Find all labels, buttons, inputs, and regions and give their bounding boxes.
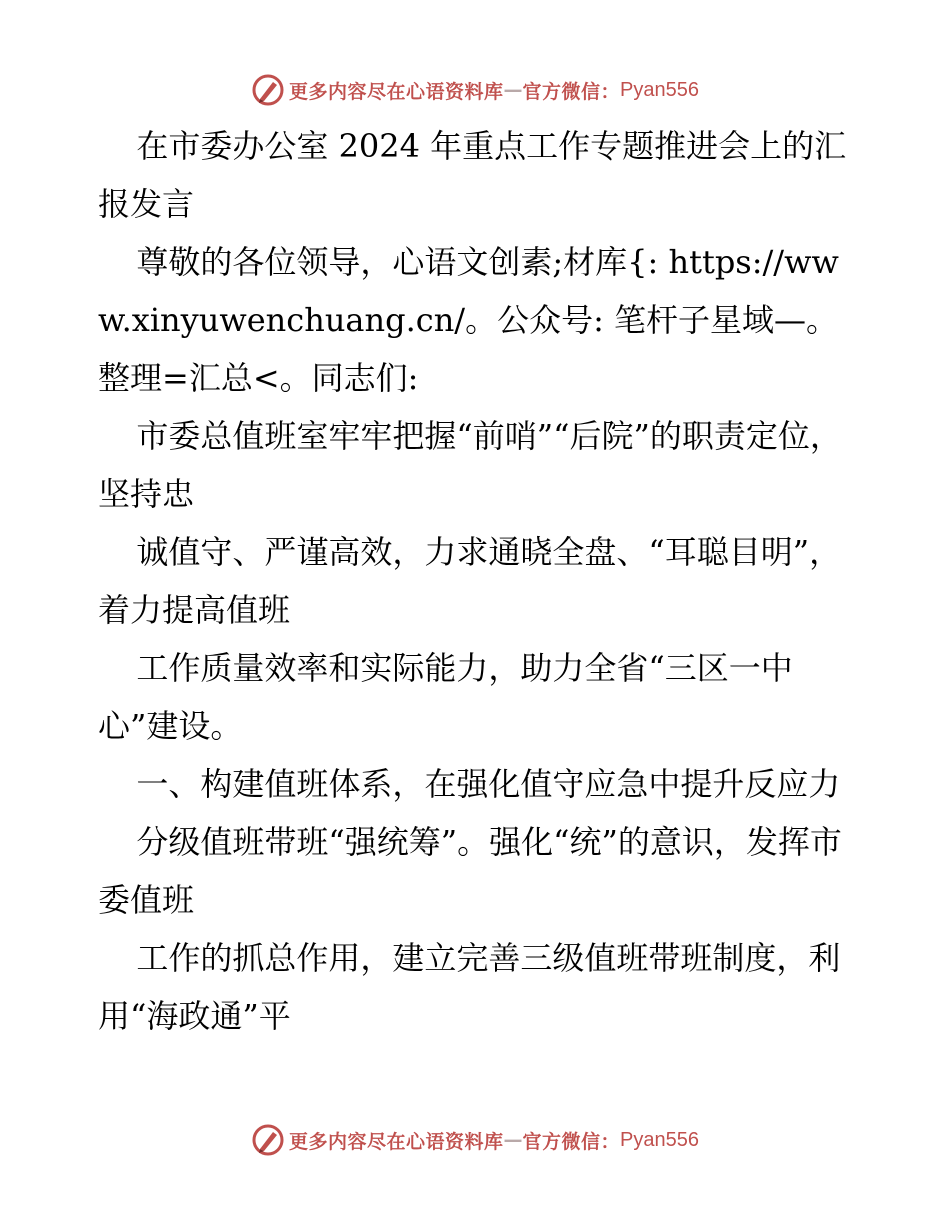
pen-logo-icon bbox=[251, 1123, 285, 1157]
banner-dash: — bbox=[503, 79, 523, 101]
paragraph: 工作质量效率和实际能力，助力全省“三区一中心”建设。 bbox=[98, 649, 793, 745]
banner-prefix: 更多内容尽在心语资料库 bbox=[289, 80, 504, 103]
paragraph-title: 在市委办公室 2024 年重点工作专题推进会上的汇报发言 bbox=[98, 127, 847, 223]
banner-suffix: 官方微信： bbox=[522, 80, 621, 103]
header-watermark-banner bbox=[0, 70, 950, 110]
paragraph-greeting: 尊敬的各位领导，心语文创素;材库{: https://www.xinyuwenchuang.cn/。公众号: 笔杆子星域—。整理=汇总<。同志们: bbox=[98, 243, 839, 397]
paragraph: 工作的抓总作用，建立完善三级值班带班制度，利用“海政通”平 bbox=[98, 939, 841, 1035]
banner-account: Pyan556 bbox=[620, 1128, 699, 1151]
paragraph: 诚值守、严谨高效，力求通晓全盘、“耳聪目明”，着力提高值班 bbox=[98, 533, 842, 629]
paragraph: 分级值班带班“强统筹”。强化“统”的意识，发挥市委值班 bbox=[98, 823, 842, 919]
footer-watermark-banner bbox=[0, 1120, 950, 1160]
document-body bbox=[98, 117, 858, 1045]
banner-prefix: 更多内容尽在心语资料库 bbox=[289, 1130, 504, 1153]
banner-suffix: 官方微信： bbox=[522, 1130, 621, 1153]
section-heading: 一、构建值班体系，在强化值守应急中提升反应力 bbox=[136, 765, 841, 803]
pen-logo-icon bbox=[251, 73, 285, 107]
banner-account: Pyan556 bbox=[620, 78, 699, 101]
paragraph: 市委总值班室牢牢把握“前哨”“后院”的职责定位，坚持忠 bbox=[98, 417, 842, 513]
banner-dash: — bbox=[503, 1129, 523, 1151]
